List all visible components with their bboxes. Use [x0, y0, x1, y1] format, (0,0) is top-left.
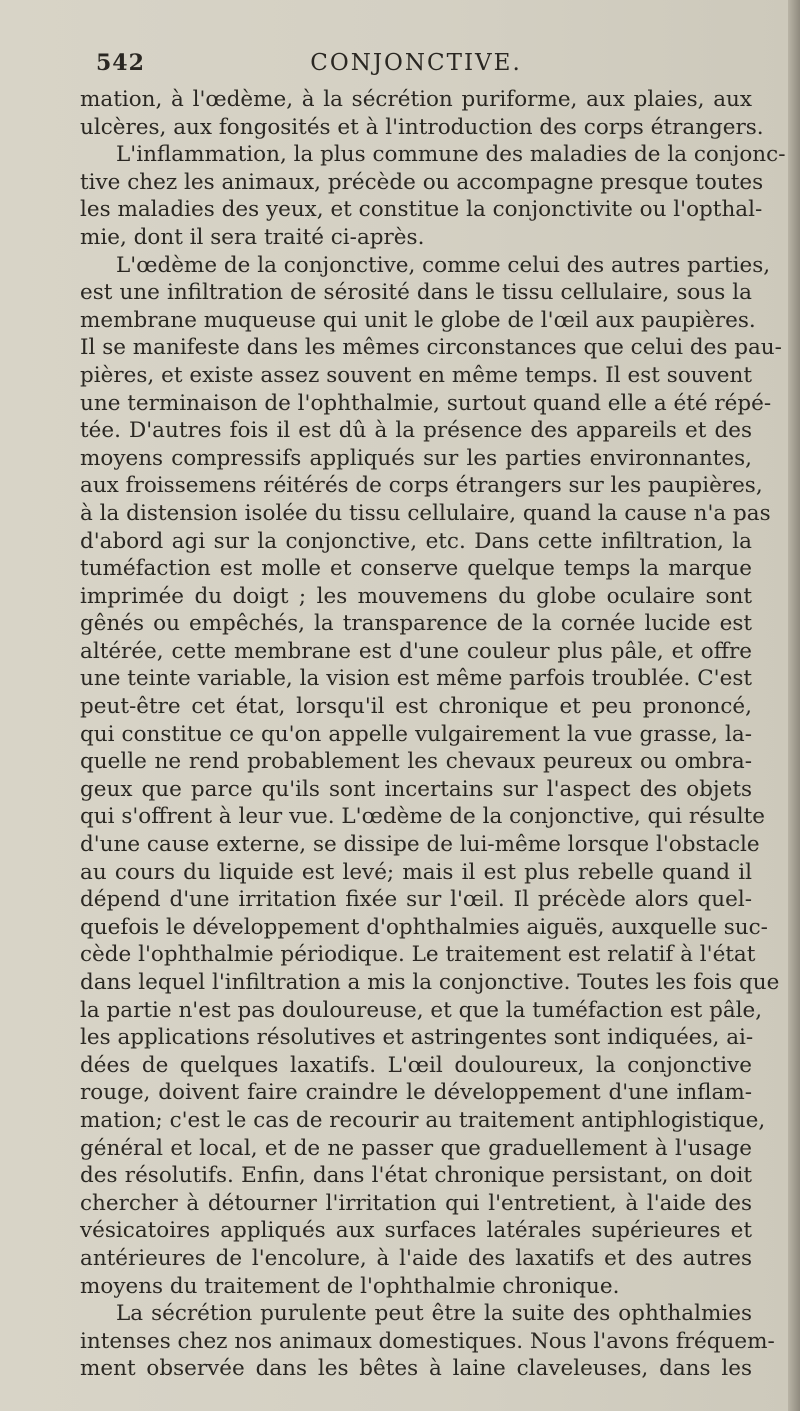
text-line: antérieures de l'encolure, à l'aide des laxatifs et des autres — [80, 1245, 752, 1271]
text-line: L'œdème de la conjonctive, comme celui des autres parties, — [116, 252, 771, 278]
page-header — [80, 44, 752, 84]
text-line: d'une cause externe, se dissipe de lui-même lorsque l'obstacle — [80, 832, 760, 858]
text-line: cède l'ophthalmie périodique. Le traitement est relatif à l'état — [80, 942, 756, 968]
text-line: aux froissemens réitérés de corps étrangers sur les paupières, — [80, 473, 763, 499]
text-line: mation, à l'œdème, à la sécrétion puriforme, aux plaies, aux — [80, 87, 752, 112]
text-line: geux que parce qu'ils sont incertains sur l'aspect des objets — [80, 776, 752, 802]
text-line: ment observée dans les bêtes à laine claveleuses, dans les — [80, 1356, 752, 1382]
text-line: intenses chez nos animaux domestiques. Nous l'avons fréquem- — [80, 1328, 775, 1354]
text-line: chercher à détourner l'irritation qui l'entretient, à l'aide des — [80, 1190, 752, 1216]
text-line: L'inflammation, la plus commune des maladies de la conjonc- — [116, 142, 786, 168]
page-edge — [788, 0, 800, 1411]
body-text — [80, 86, 786, 1383]
text-line: quefois le développement d'ophthalmies aiguës, auxquelle suc- — [80, 914, 768, 940]
text-line: ulcères, aux fongosités et à l'introduction des corps étrangers. — [80, 114, 764, 140]
text-line: au cours du liquide est levé; mais il est plus rebelle quand il — [80, 859, 752, 885]
running-head: CONJONCTIVE. — [310, 50, 522, 76]
text-line: dépend d'une irritation fixée sur l'œil. Il précède alors quel- — [80, 887, 752, 913]
text-line: rouge, doivent faire craindre le développement d'une inflam- — [80, 1080, 752, 1106]
text-line: quelle ne rend probablement les chevaux peureux ou ombra- — [80, 749, 752, 775]
text-line: qui constitue ce qu'on appelle vulgairement la vue grasse, la- — [80, 721, 752, 747]
text-line: pières, et existe assez souvent en même temps. Il est souvent — [80, 362, 752, 388]
text-line: vésicatoires appliqués aux surfaces latérales supérieures et — [80, 1218, 752, 1244]
text-line: mie, dont il sera traité ci-après. — [80, 224, 425, 250]
text-line: tée. D'autres fois il est dû à la présence des appareils et des — [80, 418, 752, 444]
text-line: imprimée du doigt ; les mouvemens du globe oculaire sont — [80, 583, 752, 609]
text-line: une terminaison de l'ophthalmie, surtout quand elle a été répé- — [80, 390, 772, 416]
text-line: membrane muqueuse qui unit le globe de l'œil aux paupières. — [80, 307, 756, 333]
text-line: les applications résolutives et astringentes sont indiquées, ai- — [80, 1025, 754, 1051]
text-line: dées de quelques laxatifs. L'œil douloureux, la conjonctive — [80, 1052, 752, 1078]
text-line: la partie n'est pas douloureuse, et que la tuméfaction est pâle, — [80, 997, 763, 1023]
text-line: Il se manifeste dans les mêmes circonstances que celui des pau- — [80, 335, 782, 361]
text-line: altérée, cette membrane est d'une couleur plus pâle, et offre — [80, 638, 752, 664]
text-line: qui s'offrent à leur vue. L'œdème de la conjonctive, qui résulte — [80, 804, 765, 830]
text-line: gênés ou empêchés, la transparence de la cornée lucide est — [80, 611, 752, 637]
text-line: tive chez les animaux, précède ou accompagne presque toutes — [80, 169, 764, 195]
text-line: une teinte variable, la vision est même parfois troublée. C'est — [80, 666, 752, 692]
text-line: dans lequel l'infiltration a mis la conjonctive. Toutes les fois que — [80, 970, 780, 995]
text-line: La sécrétion purulente peut être la suite des ophthalmies — [116, 1301, 752, 1327]
text-line: général et local, et de ne passer que graduellement à l'usage — [80, 1135, 752, 1161]
text-line: d'abord agi sur la conjonctive, etc. Dans cette infiltration, la — [80, 528, 752, 554]
text-line: des résolutifs. Enfin, dans l'état chronique persistant, on doit — [80, 1163, 752, 1189]
text-line: est une infiltration de sérosité dans le tissu cellulaire, sous la — [80, 280, 752, 306]
text-line: moyens du traitement de l'ophthalmie chronique. — [80, 1273, 620, 1299]
text-line: mation; c'est le cas de recourir au traitement antiphlogistique, — [80, 1107, 766, 1133]
text-line: à la distension isolée du tissu cellulaire, quand la cause n'a pas — [80, 500, 771, 526]
text-line: moyens compressifs appliqués sur les parties environnantes, — [80, 445, 752, 471]
text-line: tuméfaction est molle et conserve quelque temps la marque — [80, 556, 752, 582]
text-line: peut-être cet état, lorsqu'il est chronique et peu prononcé, — [80, 694, 752, 720]
text-line: les maladies des yeux, et constitue la conjonctivite ou l'opthal- — [80, 197, 763, 223]
page-number: 542 — [96, 50, 145, 76]
